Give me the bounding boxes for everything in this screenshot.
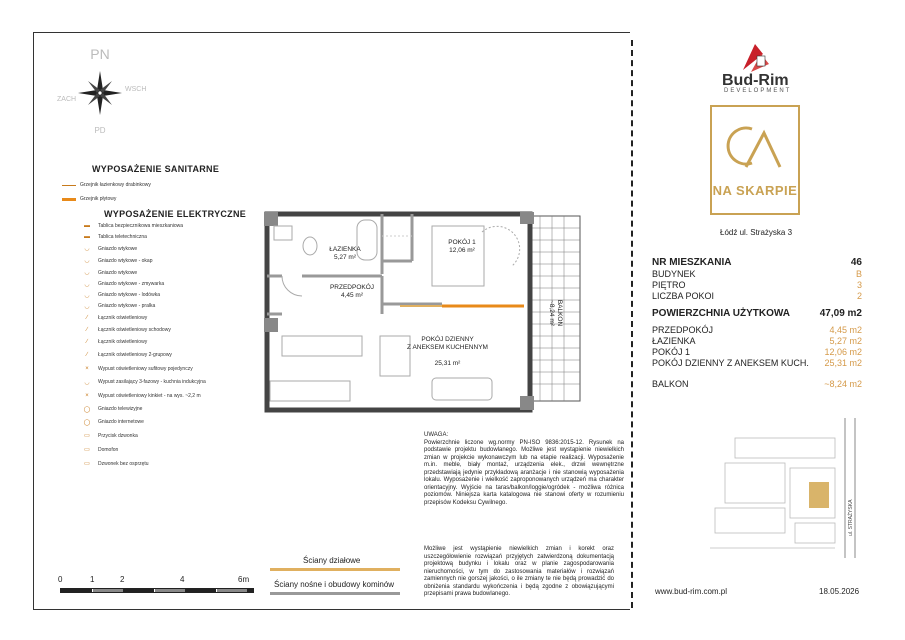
legend-item: Grzejnik płytowy	[62, 192, 151, 206]
legend-item: ∕ Łącznik oświetleniowy schodowy	[80, 324, 206, 336]
legend-sanitary-title: WYPOSAŻENIE SANITARNE	[92, 164, 220, 174]
site-plan	[705, 418, 865, 568]
apartment-info	[652, 257, 862, 390]
brand-company: Bud-Rim	[722, 72, 789, 89]
pillar	[264, 212, 278, 226]
area-row: POKÓJ 1 12,06 m2	[652, 347, 862, 357]
legend-item: ◡ Gniazdo wtykowe - pralka	[80, 301, 206, 312]
apartment-area-total-row: POWIERZCHNIA UŻYTKOWA 47,09 m2	[652, 308, 862, 319]
apartment-rooms-row: LICZBA POKOI 2	[652, 291, 862, 301]
apartment-building-row: BUDYNEK B	[652, 269, 862, 279]
wall-partition-label: Ściany działowe	[303, 556, 361, 565]
bud-rim-logo-icon	[735, 40, 775, 74]
internet-socket-icon: ◯	[83, 419, 91, 426]
socket-fridge-icon: ◡	[84, 292, 90, 299]
switch-icon: ∕	[86, 338, 88, 345]
legend-item: ◯ Gniazdo internetowe	[80, 416, 206, 429]
room-balkon: BALKON ~8,24 m²	[548, 299, 563, 327]
telecom-board-icon: ▬	[84, 233, 90, 240]
legend-electrical-title: WYPOSAŻENIE ELEKTRYCZNE	[104, 209, 247, 219]
legend-item: ▭ Dzwonek bez osprzętu	[80, 457, 206, 471]
cut-line	[631, 40, 635, 608]
apartment-location-marker	[809, 482, 829, 508]
legend-item: ◡ Gniazdo wtykowe - zmywarka	[80, 279, 206, 290]
legend-item: ∕ Łącznik oświetleniowy	[80, 312, 206, 324]
fuse-board-icon: ▬	[84, 222, 90, 229]
balcony-row: BALKON ~8,24 m2	[652, 379, 862, 389]
scale-bar-graphic	[60, 588, 254, 593]
legend-item: ▬ Tablica bezpiecznikowa mieszkaniowa	[80, 221, 206, 231]
room-pokoj1: POKÓJ 1 12,06 m²	[448, 239, 476, 254]
wall-light-icon: ×	[85, 392, 89, 399]
brand-tagline: DEVELOPMENT	[724, 88, 792, 94]
area-row: POKÓJ DZIENNY Z ANEKSEM KUCH. 25,31 m2	[652, 358, 862, 368]
socket-washer-icon: ◡	[84, 303, 90, 310]
legend-item: ◡ Gniazdo wtykowe - lodówka	[80, 290, 206, 301]
apartment-floor-row: PIĘTRO 3	[652, 280, 862, 290]
doorbell-button-icon: ▭	[84, 433, 90, 440]
wall-load-bearing-label: Ściany nośne i obudowy kominów	[274, 580, 395, 589]
pillar	[520, 212, 534, 224]
floor-plan	[262, 206, 592, 416]
ladder-radiator-icon	[62, 185, 76, 186]
mountain-logo-icon	[712, 115, 798, 185]
compass-north: PN	[90, 46, 110, 62]
stair-switch-icon: ∕	[86, 326, 88, 333]
legend-electrical-list	[80, 221, 206, 471]
scale-tick: 0	[58, 575, 63, 584]
street-label: ul. STRAŻYSKA	[848, 499, 854, 536]
legend-item: Grzejnik łazienkowy drabinkowy	[62, 178, 151, 192]
area-row: PRZEDPOKÓJ 4,45 m2	[652, 325, 862, 335]
area-row: ŁAZIENKA 5,27 m2	[652, 336, 862, 346]
legend-item: ∕ Łącznik oświetleniowy 2-grupowy	[80, 348, 206, 362]
legend-item: ◡ Wypust zasilający 3-fazowy - kuchnia indukcyjna	[80, 376, 206, 389]
legend-item: ◡ Gniazdo wtykowe	[80, 267, 206, 279]
room-przedpokoj: PRZEDPOKÓJ 4,45 m²	[329, 284, 375, 299]
project-address: Łódź ul. Strażyska 3	[720, 228, 793, 237]
compass-west: ZACH	[57, 96, 77, 103]
socket-dishwasher-icon: ◡	[84, 281, 90, 288]
intercom-icon: ▭	[84, 447, 90, 454]
switch-icon: ∕	[86, 314, 88, 321]
compass-east: WSCH	[125, 86, 147, 93]
scale-tick: 6m	[238, 575, 250, 584]
room-pokoj-dzienny: POKÓJ DZIENNY Z ANEKSEM KUCHENNYM 25,31 m²	[407, 336, 488, 367]
socket-icon: ◡	[84, 270, 90, 277]
legend-item: ◡ Gniazdo wtykowe - okap	[80, 255, 206, 267]
legend-item: × Wypust oświetleniowy kinkiet - na wys. ~2,2 m	[80, 389, 206, 403]
footer-website[interactable]: www.bud-rim.com.pl	[655, 587, 728, 596]
socket-icon: ◡	[84, 246, 90, 253]
doorbell-icon: ▭	[84, 461, 90, 468]
three-phase-outlet-icon: ◡	[84, 379, 90, 386]
tv-socket-icon: ◯	[83, 406, 91, 413]
pillar	[520, 396, 534, 410]
pillar	[264, 318, 278, 332]
project-name: NA SKARPIE	[712, 183, 798, 198]
footer-date: 18.05.2026	[819, 587, 860, 596]
ceiling-light-icon: ×	[85, 365, 89, 372]
wall-partition-swatch	[270, 568, 400, 571]
compass-south: PD	[94, 126, 106, 135]
double-switch-icon: ∕	[86, 351, 88, 358]
scale-bar	[58, 575, 258, 587]
notes-uwaga: UWAGA: Powierzchnie liczone wg.normy PN-ISO 9836:2015-12. Rysunek na podstawie projektu budowlanego. Możliwe jest wystąpienie niewielkich zmian w projekcie wykonawczym lub na etapie realizacji. Wyposażenie m.in. meble, biały montaż, urządzenia elek., drzwi wewnętrzne przedstawiają jedynie przykładową aranżacje i nie stanowią wyposażenia lokalu. Wyposażenie i wielkość zaproponowanych urządzeń ma charakter orientacyjny. Wyjście na taras/balkon/loggie/ogródek - możliwa różnica poziomów. Niniejsza karta katalogowa nie stanowi oferty w rozumieniu przepisów Kodeksu Cywilnego.	[424, 432, 624, 506]
wall-load-bearing-swatch	[270, 592, 400, 595]
panel-radiator-icon	[62, 198, 76, 201]
legend-item: × Wypust oświetleniowy sufitowy pojedynczy	[80, 362, 206, 376]
legend-sanitary-list	[62, 178, 151, 206]
apartment-number-row: NR MIESZKANIA 46	[652, 257, 862, 268]
socket-hood-icon: ◡	[84, 258, 90, 265]
legend-item: ▭ Domofon	[80, 443, 206, 457]
legend-item: ▭ Przycisk dzwonka	[80, 429, 206, 443]
na-skarpie-logo	[710, 105, 800, 215]
room-lazienka: ŁAZIENKA 5,27 m²	[329, 246, 361, 261]
notes-disclaimer: Możliwe jest wystąpienie niewielkich zmian i korekt oraz uszczegółowienie rozwiązań przyjętych zatwierdzoną dokumentacją projektową budynku i lokalu oraz w planie zagospodarowania nieruchomości, w tym do zastosowania materiałów i rozwiązań zamiennych nie gorszej jakości, o ile zmiany te nie będą prowadzić do obniżenia standardu wykończenia i będą zgodne z obowiązującymi przepisami prawa budowlanego.	[424, 546, 614, 597]
scale-tick: 4	[180, 575, 185, 584]
legend-item: ∕ Łącznik oświetleniowy	[80, 336, 206, 348]
legend-item: ◯ Gniazdo telewizyjne	[80, 403, 206, 416]
legend-item: ◡ Gniazdo wtykowe	[80, 243, 206, 255]
compass-rose-icon	[55, 45, 150, 135]
legend-item: ▬ Tablica teletechniczna	[80, 231, 206, 243]
scale-tick: 2	[120, 575, 125, 584]
scale-tick: 1	[90, 575, 95, 584]
